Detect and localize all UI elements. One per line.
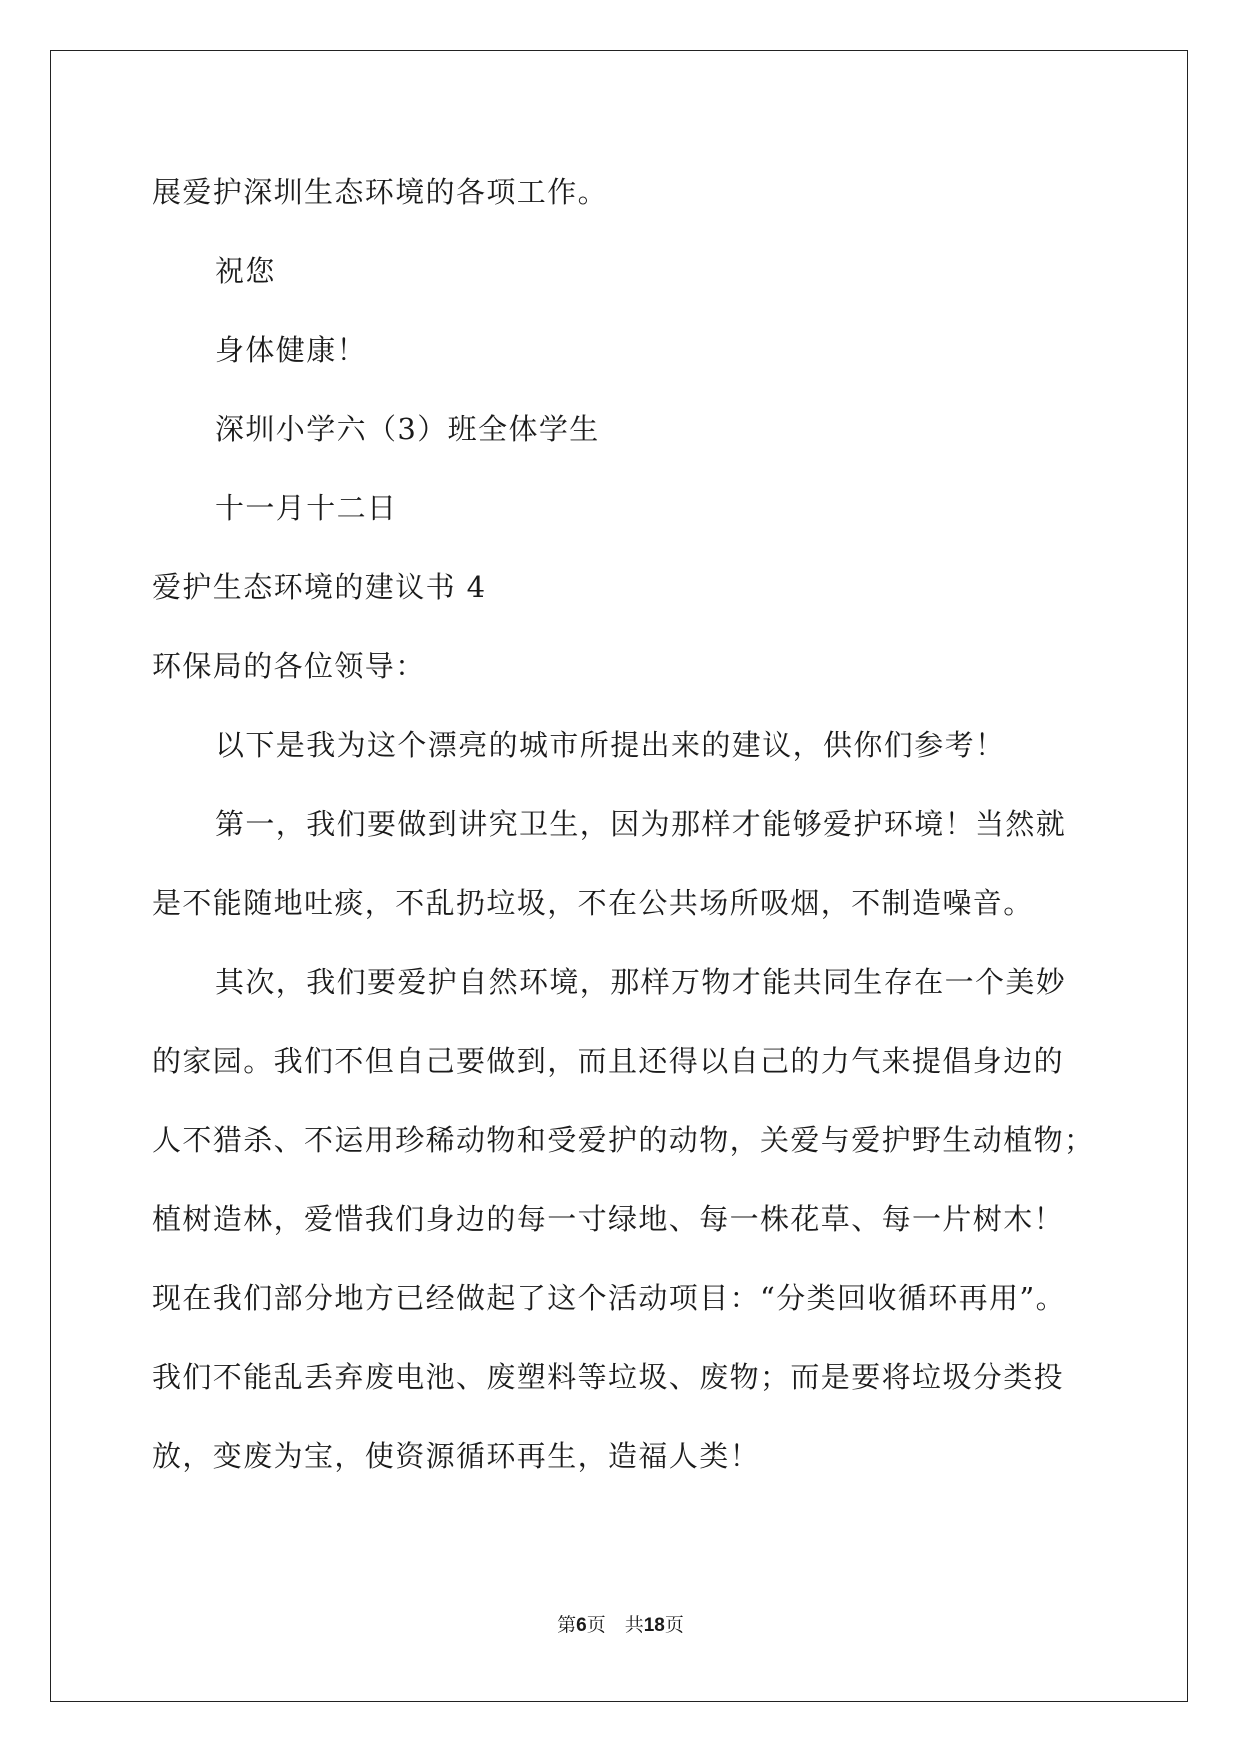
text-line-13: 人不猎杀、不运用珍稀动物和受爱护的动物，关爱与爱护野生动植物； xyxy=(152,1123,1095,1157)
page-prefix: 第 xyxy=(557,1614,577,1636)
text-line-14: 植树造林，爱惜我们身边的每一寸绿地、每一株花草、每一片树木！ xyxy=(152,1202,1065,1236)
text-line-15: 现在我们部分地方已经做起了这个活动项目：“分类回收循环再用”。 xyxy=(152,1281,1067,1315)
page-suffix: 页 xyxy=(664,1614,684,1636)
page-total: 18 xyxy=(643,1615,665,1636)
text-line-10: 是不能随地吐痰，不乱扔垃圾，不在公共场所吸烟，不制造噪音。 xyxy=(152,886,1034,920)
section-heading: 爱护生态环境的建议书 4 xyxy=(152,570,487,604)
greeting-line: 环保局的各位领导： xyxy=(152,649,426,683)
closing-salutation: 祝您 xyxy=(215,254,276,288)
text-line-1: 展爱护深圳生态环境的各项工作。 xyxy=(152,175,609,209)
text-line-12: 的家园。我们不但自己要做到，而且还得以自己的力气来提倡身边的 xyxy=(152,1044,1065,1078)
text-line-11: 其次，我们要爱护自然环境，那样万物才能共同生存在一个美妙 xyxy=(215,965,1067,999)
signature: 深圳小学六（3）班全体学生 xyxy=(215,412,600,446)
closing-wish: 身体健康！ xyxy=(215,333,368,367)
page-current: 6 xyxy=(576,1615,587,1636)
page-footer xyxy=(0,1612,1241,1639)
text-line-17: 放，变废为宝，使资源循环再生，造福人类！ xyxy=(152,1439,761,1473)
date-line: 十一月十二日 xyxy=(215,491,398,525)
page-mid: 页 共 xyxy=(586,1614,644,1636)
text-line-8: 以下是我为这个漂亮的城市所提出来的建议，供你们参考！ xyxy=(215,728,1006,762)
text-line-16: 我们不能乱丢弃废电池、废塑料等垃圾、废物；而是要将垃圾分类投 xyxy=(152,1360,1065,1394)
text-line-9: 第一，我们要做到讲究卫生，因为那样才能够爱护环境！当然就 xyxy=(215,807,1067,841)
